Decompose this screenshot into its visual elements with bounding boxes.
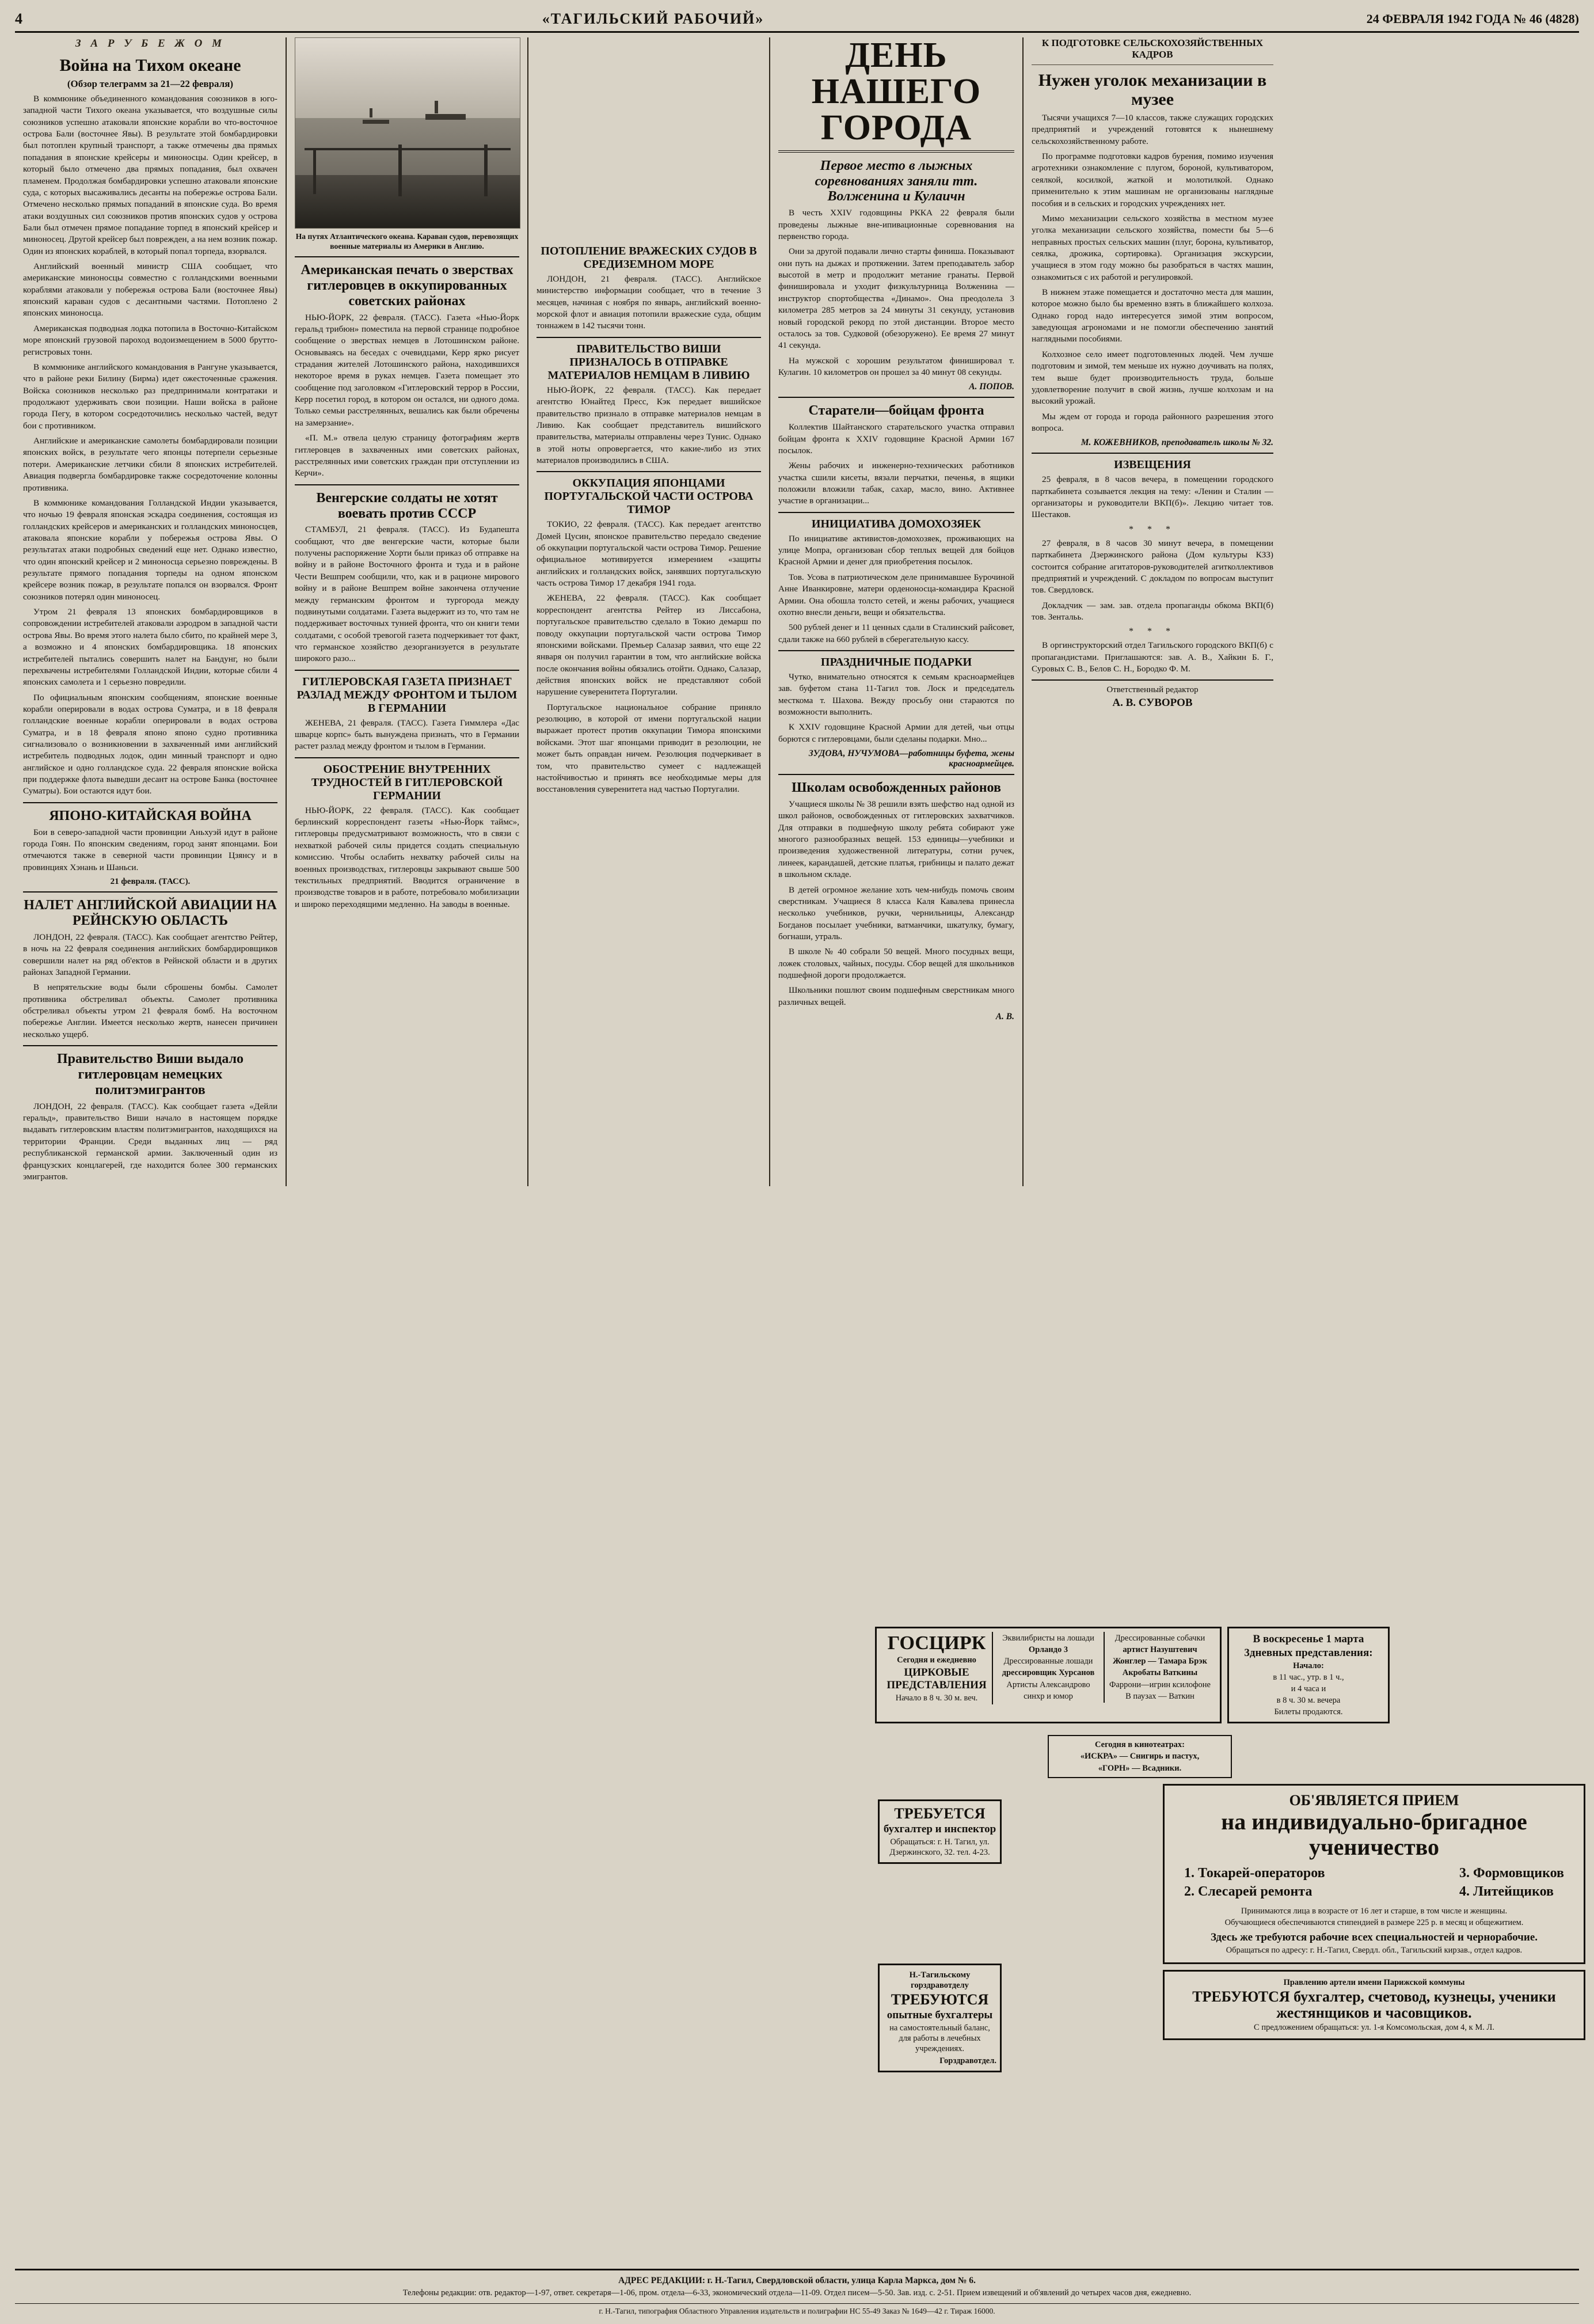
ad-cinema-item: «ГОРН» — Всадники. xyxy=(1098,1763,1182,1773)
notice-item: 25 февраля, в 8 часов вечера, в помещении городского парткабинета созывается лекция на тему: «Ленин и Сталин — организаторы и руководители ВКП(б)». Лекцию читает тов. Шестаков. xyxy=(1032,474,1273,520)
article-title-hitler-paper-rift: ГИТЛЕРОВСКАЯ ГАЗЕТА ПРИЗНАЕТ РАЗЛАД МЕЖДУ ФРОНТОМ И ТЫЛОМ В ГЕРМАНИИ xyxy=(296,675,518,715)
paragraph: Английский военный министр США сообщает, что американские миноносцы совместно с голландскими военными кораблями атаковали у побережья острова Бали (восточнее Явы) японский караван судов с десантными частями. Потоплено 2 японских миноносца. xyxy=(23,261,277,318)
photo-railing-post xyxy=(484,145,488,196)
paragraph: ЛОНДОН, 22 февраля. (ТАСС). Как сообщает агентство Рейтер, в ночь на 22 февраля соединения английских бомбардировщиков совершили налет на ряд об'ектов в Рейнской области и в других районах Западной Германии. xyxy=(23,932,277,977)
paragraph: В коммюнике командования Голландской Индии указывается, что ночью 19 февраля японская эскадра соединения, состоящая из голландских крейсеров и американских и голландских миноносцев, атаковала японские корабли у побережья острова Явы. О результатах атаки подробных сведений еще нет. Однако известно, что один японский крейсер и 2 миноносца серьезно повреждены. В результате прямого попадания торпеды на одном японском крейсере возник пожар, в результате попался он взорвался. Фронт союзников потерял один миноносец. xyxy=(23,498,277,602)
paragraph: ТОКИО, 22 февраля. (ТАСС). Как передает агентство Домей Цусин, японское правительство передало сведение об оккупации португальской части острова Тимор. Решение официальное мотивируется измерением «защиты английских и голландских войск, занявших португальскую часть острова Тимор 17 декабря 1941 года. xyxy=(537,519,761,588)
paragraph: СТАМБУЛ, 21 февраля. (ТАСС). Из Будапешта сообщают, что две венгерские части, которые были получены распоряжение Хорти были приказ об отправке на войну и в районе Восточного фронта и туда и в районе Чести Вешпрем сообщили, что, как и в рационе мирового войну и в районе Вешпрем войне закончена отлучение между германским фронтом и тургорода между подвинутыми солдатами. Газета выдержит из то, что там не поддерживает восточных тунией фронта, что он книги теми солдатами, с особой тревогой газета подчеркивает тот факт, что германское хозяйство дезорганизуется в результате широкого разо... xyxy=(295,525,519,664)
photo-caption: На путях Атлантического океана. Караван судов, перевозящих военные материалы из Америки в Англию. xyxy=(295,232,519,250)
divider-stars: * * * xyxy=(1129,626,1176,637)
ad-bookkeeper-title: ТРЕБУЕТСЯ xyxy=(894,1805,986,1822)
paragraph: На мужской с хорошим результатом финишировал т. Кулагин. 10 километров он прошел за 40 минут 08 секунды. xyxy=(778,355,1014,377)
ad-theatre-line: и 4 часа и xyxy=(1291,1684,1326,1693)
ad-cinema[interactable] xyxy=(1048,1735,1232,1778)
paragraph: ЛОНДОН, 21 февраля. (ТАСС). Английское министерство информации сообщает, что в течение 3 месяцев, начиная с ноября по январь, английский военно-морской флот и авиация потопили вражеские суда, общим тоннажем в 142 тысячи тонн. xyxy=(537,274,761,331)
divider-stars: * * * xyxy=(1129,524,1176,534)
ad-act: Эквилибристы на лошади xyxy=(1002,1634,1094,1643)
column-1 xyxy=(15,37,286,1186)
ad-theatre-line: Начало: xyxy=(1293,1661,1324,1670)
ad-apprenticeship-line1: ОБ'ЯВЛЯЕТСЯ ПРИЕМ xyxy=(1289,1791,1459,1809)
ad-theatre-line: 3дневных представления: xyxy=(1244,1646,1373,1659)
column-5 xyxy=(1022,37,1281,1186)
paragraph: Чутко, внимательно относятся к семьям красноармейцев зав. буфетом стана 11-Тагил тов. Лоск и председатель месткома т. Шахова. Вежду просьбу они стараются по возможности выполнить. xyxy=(778,671,1014,717)
ad-bookkeeper-wanted[interactable] xyxy=(878,1794,1002,1870)
article-title-timor-occupation: ОККУПАЦИЯ ЯПОНЦАМИ ПОРТУГАЛЬСКОЙ ЧАСТИ ОСТРОВА ТИМОР xyxy=(544,477,754,517)
article-title-schools-liberated: Школам освобожденных районов xyxy=(792,780,1001,796)
ad-apprenticeship[interactable] xyxy=(1163,1784,1585,1964)
article-title-hungarian-soldiers: Венгерские солдаты не хотят воевать против СССР xyxy=(316,490,498,521)
photo-railing-post xyxy=(313,148,316,194)
column-3 xyxy=(527,37,769,1186)
paper-title: «ТАГИЛЬСКИЙ РАБОЧИЙ» xyxy=(542,10,764,27)
paragraph: В коммюнике английского командования в Рангуне указывается, что в районе реки Билину (Бирма) идет ожесточенные сражения. Войска союзников несколько раз предпринимали контратаки и продолжают удерживать свои позиции. Наши войска в районе города Пегу, в котором сосредоточились несколько частей, ведут бои с противником. xyxy=(23,362,277,431)
ad-artel-title: ТРЕБУЮТСЯ бухгалтер, счетовод, кузнецы, ученики жестянщиков и часовщиков. xyxy=(1192,1988,1556,2021)
notice-item: В оргинструкторский отдел Тагильского городского ВКП(б) с пропагандистами. Приглашаются: зав. А. В., Хайкин Б. Г., Суровых С. В., Белов С. Н., Бородко Ф. М. xyxy=(1032,640,1273,674)
article-title-mediterranean-sinkings: ПОТОПЛЕНИЕ ВРАЖЕСКИХ СУДОВ В СРЕДИЗЕМНОМ МОРЕ xyxy=(541,245,757,271)
paragraph: Учащиеся школы № 38 решили взять шефство над одной из школ районов, освобожденных от гитлеровских захватчиков. Для отправки в подшефную школу ребята собирают уже многого разнообразных вещей. 153 единицы—учебники и произведения художественной литературы, сотни ручек, линеек, карандашей, детские платья, грибницы и палато дежат в школьном складе. xyxy=(778,799,1014,880)
photo-ship-distant xyxy=(363,120,389,124)
ad-theatre-line: в 8 ч. 30 м. вечера xyxy=(1276,1696,1341,1706)
ad-goscirk-start-time: Начало в 8 ч. 30 м. веч. xyxy=(895,1693,978,1703)
paragraph: Коллектив Шайтанского старательского участка отправил бойцам фронта к XXIV годовщине Красной Армии 167 посылок. xyxy=(778,422,1014,455)
editor-label: Ответственный редактор xyxy=(1106,685,1199,695)
ad-act: Артисты Александрово xyxy=(1006,1680,1090,1689)
paragraph: Тысячи учащихся 7—10 классов, также служащих городских предприятий и учреждений готовятся к нынешнему сельскохозяйственному работе. xyxy=(1032,113,1273,146)
paragraph: По программе подготовки кадров бурения, помимо изучения агротехники ознакомление с плугом, бороной, культиватором, сеялкой, косилкой, жаткой и молотилкой. Однако применительно к этим машинам не организованы наглядные пособия и в сельских и городских учреждениях нет. xyxy=(1032,151,1273,208)
column-2 xyxy=(286,37,527,1186)
footer-imprint: г. Н.-Тагил, типография Областного Управления издательств и полиграфии НС 55-49 Заказ № 1649—42 г. Тираж 16000. xyxy=(15,2303,1579,2316)
ad-act: Дрессированные лошади xyxy=(1003,1657,1093,1666)
footer-address: г. Н.-Тагил, Свердловской области, улица Карла Маркса, дом № 6. xyxy=(707,2275,976,2285)
ad-goscirk-line2: ЦИРКОВЫЕ ПРЕДСТАВЛЕНИЯ xyxy=(887,1666,987,1691)
paragraph: Португальское национальное собрание приняло резолюцию, в которой от имени португальской нации выражает протест против оккупации Тимора японскими войсками. Этот шаг японцами приводит в резолюции, не может быть оправдан ничем. Резолюция подчеркивает в том, что правительство сумеет с надлежащей настойчивостью и принять все необходимые меры для восстановления суверенитета над частью Португалии. xyxy=(537,702,761,795)
article-title-pacific-war: Война на Тихом океане xyxy=(59,56,241,75)
photo-sky xyxy=(295,38,520,118)
photo-railing xyxy=(305,148,511,150)
notices-title: ИЗВЕЩЕНИЯ xyxy=(1114,458,1191,472)
ad-act: Жонглер — Тамара Брэк xyxy=(1113,1657,1207,1666)
ad-artel-org: Правлению артели имени Парижской коммуны xyxy=(1283,1977,1465,1987)
article-signature: М. КОЖЕВНИКОВ, преподаватель школы № 32. xyxy=(1081,438,1273,448)
article-title-prospectors-to-front: Старатели—бойцам фронта xyxy=(808,403,984,419)
section-header-agri-cadres: К ПОДГОТОВКЕ СЕЛЬСКОХОЗЯЙСТВЕННЫХ КАДРОВ xyxy=(1041,37,1264,60)
ad-theatre-line: В воскресенье 1 марта xyxy=(1253,1633,1364,1645)
ad-bookkeepers-health[interactable] xyxy=(878,1958,1002,2078)
issue-date: 24 ФЕВРАЛЯ 1942 ГОДА № 46 (4828) xyxy=(1366,12,1579,26)
section-label-abroad: З А Р У Б Е Ж О М xyxy=(75,37,225,50)
photo-railing-post xyxy=(398,145,402,196)
paragraph: Тов. Усова в патриотическом деле принимавшее Бурочиной Анне Иванкировне, матери орденоносца-командира Красной Армии. Она обошла толсто сетей, и жены рабочих, учащиеся охотно внесли деньги, вещи и обязательства. xyxy=(778,572,1014,617)
paragraph: По инициативе активистов-домохозяек, проживающих на улице Мопра, организован сбор теплых вещей для бойцов Красной Армии и денег для приобретения посылок. xyxy=(778,533,1014,567)
dateline: 21 февраля. (ТАСС). xyxy=(110,877,191,887)
notice-item: 27 февраля, в 8 часов 30 минут вечера, в помещении парткабинета Дзержинского района (Дом культуры КЗЗ) состоится собрание агитаторов-руководителей агитколлективов предприятий и учреждений. С докладом по вопросам выступит тов. Свердловск. xyxy=(1032,538,1273,595)
ad-health-subtitle: опытные бухгалтеры xyxy=(887,2009,993,2022)
ad-theatre-times[interactable] xyxy=(1227,1627,1390,1723)
ad-artel-note: С предложением обращаться: ул. 1-я Комсомольская, дом 4, к М. Л. xyxy=(1254,2023,1494,2033)
editor-name: А. В. СУВОРОВ xyxy=(1112,697,1193,709)
article-title-raid-rhine: НАЛЕТ АНГЛИЙСКОЙ АВИАЦИИ НА РЕЙНСКУЮ ОБЛАСТЬ xyxy=(24,898,277,929)
ad-act: Орландо 3 xyxy=(1028,1645,1068,1655)
ad-cinema-title: Сегодня в кинотеатрах: xyxy=(1094,1740,1185,1750)
article-signature: ЗУДОВА, НУЧУМОВА—работницы буфета, жены красноармейцев. xyxy=(808,749,1014,769)
paragraph: В честь XXIV годовщины РККА 22 февраля были проведены лыжные вне-ипивационные соревнования на первенство города. xyxy=(778,208,1014,242)
photo-ship-mast xyxy=(435,101,438,113)
ad-apprenticeship-item: 2. Слесарей ремонта xyxy=(1184,1884,1313,1900)
paragraph: 500 рублей денег и 11 ценных сдали в Сталинский райсовет, сдали также на 660 рублей в сберегательную кассу. xyxy=(778,622,1014,644)
ad-theatre-line: Билеты продаются. xyxy=(1274,1707,1343,1717)
paragraph: Утром 21 февраля 13 японских бомбардировщиков в сопровождении истребителей атаковали аэродром в западной части острова Явы. Во время этого налета было сбито, по крайней мере 3, а возможно и 4 японских бомбардировщика. 18 японских истребителей пытались совершить налет на Бандунг, но были перехвачены истребителями Голландской Индии, которые сбили 4 японских самолета и 1 серьезно повредили. xyxy=(23,607,277,688)
ad-health-org: Н.-Тагильскому горздравотделу xyxy=(909,1970,971,1991)
ad-health-body: на самостоятельный баланс, для работы в лечебных учреждениях. xyxy=(889,2023,990,2054)
photo-ship-distant-mast xyxy=(370,108,372,117)
ad-apprenticeship-note: Здесь же требуются рабочие всех специальностей и чернорабочие. xyxy=(1211,1931,1538,1943)
page-number: 4 xyxy=(15,10,22,27)
paragraph: «П. М.» отвела целую страницу фотографиям жертв гитлеровцев в захваченных ими советских районах, расстрелянных ими советских граждан при отступлении из Керчи». xyxy=(295,433,519,479)
ad-apprenticeship-item: 4. Литейщиков xyxy=(1459,1884,1554,1900)
ad-goscirk-line1: Сегодня и ежедневно xyxy=(897,1655,976,1665)
ad-bookkeeper-body: Обращаться: г. Н. Тагил, ул. Дзержинского, 32. тел. 4-23. xyxy=(889,1837,990,1858)
ad-act: Фаррони—игрин ксилофоне xyxy=(1109,1680,1211,1689)
ad-artel[interactable] xyxy=(1163,1970,1585,2040)
section-title-our-city: ДЕНЬ НАШЕГО ГОРОДА xyxy=(811,36,981,148)
ad-bookkeeper-subtitle: бухгалтер и инспектор xyxy=(883,1823,996,1836)
article-title-vichy-libya: ПРАВИТЕЛЬСТВО ВИШИ ПРИЗНАЛОСЬ В ОТПРАВКЕ МАТЕРИАЛОВ НЕМЦАМ В ЛИВИЮ xyxy=(547,342,750,382)
ad-apprenticeship-line2: на индивидуально-бригадное xyxy=(1221,1808,1527,1835)
paragraph: ЛОНДОН, 22 февраля. (ТАСС). Как сообщает газета «Дейли геральд», правительство Виши начало в настоящем порядке выдавать гитлеровским властям политэмигрантов, находящихся на территории Франции. Среди выданных лиц — ряд республиканской германской армии. Заключенный один из французских концлагерей, где находится более 300 германских эмигрантов. xyxy=(23,1101,277,1182)
paragraph: В детей огромное желание хоть чем-нибудь помочь своим сверстникам. Учащиеся 8 класса Каля Кавалева принесла несколько учебников, ручки, чернильницы, Александр Богданов посылает учебники, ватманчики, шкатулку, бумагу, богнаши, утраль. xyxy=(778,884,1014,941)
ads-row-top xyxy=(875,1621,1574,1729)
ad-theatre-line: в 11 час., утр. в 1 ч., xyxy=(1273,1672,1344,1682)
paragraph: К XXIV годовщине Красной Армии для детей, чьи отцы борются с гитлеровцами, были сделаны подарки. Мно... xyxy=(778,722,1014,744)
article-title-internal-difficulties: ОБОСТРЕНИЕ ВНУТРЕННИХ ТРУДНОСТЕЙ В ГИТЛЕРОВСКОЙ ГЕРМАНИИ xyxy=(311,762,503,802)
ad-goscirk-title: ГОСЦИРК xyxy=(887,1632,986,1654)
paragraph: НЬЮ-ЙОРК, 22 февраля. (ТАСС). Как сообщает берлинский корреспондент газеты «Нью-Йорк таймс», гитлеровцы предусматривают возможность, что в связи с нехваткой рабочей силы придется создать специальную комиссию. Чтобы ослабить нехватку рабочей силы на военных производствах, гитлеровцы закрывают свыше 500 текстильных предприятий. Вводится ограничение в производстве товаров и в работе, потребовало мобилизации и широко переходящими медленно. На заводы в военные. xyxy=(295,805,519,909)
paragraph: Американская подводная лодка потопила в Восточно-Китайском море японский грузовой пароход водоизмещением в 5000 брутто-регистровых тонн. xyxy=(23,323,277,357)
ad-health-title: ТРЕБУЮТСЯ xyxy=(891,1991,989,2008)
masthead xyxy=(15,10,1579,33)
paragraph: В непрятельские воды были сброшены бомбы. Самолет противника обстреливал объекты. Самолет противника обстреливал объекты утром 21 февраля бомб. На восточном побережье Англии. Имеется несколько жертв, нанесен причинен несколько ущерб. xyxy=(23,982,277,1039)
ad-act: Дрессированные собачки xyxy=(1114,1634,1205,1643)
ad-goscirk[interactable] xyxy=(875,1627,1222,1723)
article-title-vichy-emigrants: Правительство Виши выдало гитлеровцам немецких политэмигрантов xyxy=(56,1051,244,1098)
paragraph: По официальным японским сообщениям, японские военные корабли оперировали в водах острова Суматра, и в 18 февраля голландские военные корабли оперировали в водах острова Суматра, и в 18 февраля японо японо судно противника сигнализовало о возникновении в захваченный ими английский истребитель подводных лодок, один минный транспорт и одно английское и одно голландское суда. 22 февраля японские войска при поддержке флота выведши десант на острове Банка (восточнее Суматры). Бои остаются идут бои. xyxy=(23,692,277,796)
paragraph: ЖЕНЕВА, 22 февраля. (ТАСС). Как сообщает корреспондент агентства Рейтер из Лиссабона, португальское правительство сделало в Токио демарш по поводу оккупации португальской части острова Тимор японскими войсками. Премьер Салазар заявил, что еще 22 января он получил гарантии в том, что английские войска после окончания войны обязались отойти. Однако, Салазар, действия японских войск не представляют собой нарушение суверенитета Португалии. xyxy=(537,593,761,697)
ad-act: артист Назуштевич xyxy=(1123,1645,1197,1655)
ad-act: В паузах — Ваткин xyxy=(1125,1691,1194,1701)
paragraph: Мимо механизации сельского хозяйства в местном музее уголка механизации сельского хозяйства, помести бы 5—6 неправных простых сельских машин (плуг, борона, культиватор, сеялка, дрожика, сортировка). Организация экскурсии, учащиеся в этом году можно бы разобраться в частях машин, ознакомиться с их работой и регулировкой. xyxy=(1032,213,1273,282)
ad-cinema-item: «ИСКРА» — Снигирь и пастух, xyxy=(1080,1752,1200,1761)
paragraph: Школьники пошлют своим подшефным сверстникам много различных вещей. xyxy=(778,985,1014,1007)
ad-apprenticeship-item: 3. Формовщиков xyxy=(1459,1865,1564,1881)
article-title-ski-competition: Первое место в лыжных соревнованиях заняли тт. Волженина и Кулаичн xyxy=(815,158,978,204)
paragraph: Бои в северо-западной части провинции Аньхуэй идут в районе города Гоян. По японским сведениям, город занят японцами. Бои отмечаются также в северной части провинции Цзянсу и в провинциях Хэнань и Шаньси. xyxy=(23,827,277,872)
paragraph: В коммюнике объединенного командования союзников в юго-западной части Тихого океана указывается, что воздушные силы союзников успешно атаковали японские корабли во что-восточное острова Бали (восточнее Явы). В результате этой бомбардировки был потоплен крупный транспорт, а также отмечены два прямых попадания в японские крейсеры и миноносцы. Один крейсер, в который было отмечено два прямых попадания, был охвачен пламенем. Продолжая бомбардировки успешно атаковали японские суда, с которых высаживались десанты на побережье острова Бали. Отмечено несколько прямых попаданий в японские суда. Во время атаки воздушных сил союзников против японских судов у острова Бали был отмечен прямое попадание торпед в японский крейсер и миноносец. Другой крейсер был поврежден, а на нем возник пожар. Один из японских кораблей, в который попал торпеда, взорвался. xyxy=(23,94,277,256)
notice-item: Докладчик — зам. зав. отдела пропаганды обкома ВКП(б) тов. Зентальь. xyxy=(1032,600,1273,622)
article-signature: А. ПОПОВ. xyxy=(969,382,1014,392)
paragraph: НЬЮ-ЙОРК, 22 февраля. (ТАСС). Газета «Нью-Йорк геральд трибюн» поместила на первой странице подробное сообщение о зверствах немцев в Лотошинском районе. Основываясь на беседах с очевидцами, Керр ярко рисует страдания жителей Лотошинского района, находившихся некоторое время в руках немцев. Газета помещает это сообщение под заголовком «Гитлеровский террор в России, Керр посетил город, в котором он остался, ни одного дома. Только семьи расстрелянных, вешались как были обречены на замерзание». xyxy=(295,312,519,428)
photo-atlantic-convoy xyxy=(295,37,520,229)
paragraph: Колхозное село имеет подготовленных людей. Чем лучше подготовим и зимой, тем меньше их нужно доучивать на полях, тем выше будет производительность труда, больше удовлетворение получит в свой жизнь, лучше колхозам и на высокий урожай. xyxy=(1032,349,1273,407)
article-title-museum-corner: Нужен уголок механизации в музее xyxy=(1038,71,1267,109)
ad-apprenticeship-item: 1. Токарей-операторов xyxy=(1184,1865,1325,1881)
paragraph: НЬЮ-ЙОРК, 22 февраля. (ТАСС). Как передает агентство Юнайтед Пресс, Кэк передает вишийское правительство признало в отправке материалов немцам в Ливию. Как сообщает представитель вишийского правительства, материалы отправлены через Тунис. Однако в этой ноты опровергается, что какие-либо из этих материалов производились в США. xyxy=(537,385,761,465)
footer-phones: Телефоны редакции: отв. редактор—1-97, ответ. секретаря—1-06, пром. отдела—6-33, экономический отдела—11-09. Отдел писем—5-50. Зав. изд. с. 2-51. Прием извещений и об'явлений до четырех часов дня, ежедневно. xyxy=(402,2288,1192,2298)
ad-apprenticeship-line3: ученичество xyxy=(1309,1833,1439,1860)
page-footer xyxy=(15,2265,1579,2317)
article-title-holiday-gifts: ПРАЗДНИЧНЫЕ ПОДАРКИ xyxy=(820,655,972,669)
article-title-japan-china-war: ЯПОНО-КИТАЙСКАЯ ВОЙНА xyxy=(49,808,252,823)
article-title-us-press-atrocities: Американская печать о зверствах гитлеровцев в оккупированных советских районах xyxy=(300,262,513,309)
paragraph: Английские и американские самолеты бомбардировали позиции японских войск, в результате чего японцы потерпели серьезные потери. Американские летчики сбили 8 японских истребителей. Авиация подвергла бомбардировке также сосредоточение колонны противника. xyxy=(23,436,277,493)
page-columns xyxy=(15,37,1579,1186)
ad-apprenticeship-note: Обучающиеся обеспечиваются стипендией в размере 225 р. в месяц и общежитием. xyxy=(1224,1917,1524,1927)
photo-ship-hull xyxy=(425,114,466,120)
ad-act: Акробаты Ваткины xyxy=(1122,1668,1198,1678)
paragraph: Они за другой подавали лично старты финиша. Показывают они путь на дыжах и протяжении. Затем преподаватель забор высотой в метр и продолжит метание гранаты. Первой финишировала и уходит физкультурница Волженина — инструктор спортобщества «Динамо». Она преодолела 3 километра 285 метров за 24 минуты 31 секунду, установив новый городской рекорд по этой дистанции. Второе место осталось за тов. Судковой (обезоружено). Ее время 27 минут 41 секунда. xyxy=(778,246,1014,351)
column-4 xyxy=(769,37,1022,1186)
article-title-housewives-initiative: ИНИЦИАТИВА ДОМОХОЗЯЕК xyxy=(811,517,981,530)
paragraph: Жены рабочих и инженерно-технических работников участка сшили кисеты, вязали перчатки, печенья, в ящики положили вложили табак, сахар, масло, вино. Активнее участие в организации... xyxy=(778,461,1014,506)
paragraph: В нижнем этаже помещается и достаточно места для машин, которое можно было бы временно взять в ближайшего колхоза. Однако город надо интересуется зимой этим вопросом, заведующая агрономами и не помогли обеспечению занятий наглядными пособиями. xyxy=(1032,287,1273,344)
paragraph: ЖЕНЕВА, 21 февраля. (ТАСС). Газета Гиммлера «Дас шварце корпс» быть вынуждена признать, что в Германии растет разлад между фронтом и тылом в Германии. xyxy=(295,717,519,751)
ad-act: синхр и юмор xyxy=(1024,1691,1073,1701)
article-subtitle-pacific-war: (Обзор телеграмм за 21—22 февраля) xyxy=(67,78,234,89)
ad-apprenticeship-note: Обращаться по адресу: г. Н.-Тагил, Свердл. обл., Тагильский кирзав., отдел кадров. xyxy=(1226,1945,1523,1955)
footer-address-label: АДРЕС РЕДАКЦИИ: xyxy=(618,2275,706,2285)
ad-health-tail: Горздравотдел. xyxy=(939,2056,996,2065)
paragraph: Мы ждем от города и города районного разрешения этого вопроса. xyxy=(1032,411,1273,433)
paragraph: В школе № 40 собрали 50 вещей. Много посудных вещи, ложек столовых, чайных, посуды. Сбор вещей для школьников подшефной дороги продолжается. xyxy=(778,947,1014,981)
ad-apprenticeship-note: Принимаются лица в возрасте от 16 лет и старше, в том числе и женщины. xyxy=(1241,1906,1508,1916)
ad-act: дрессировщик Хурсанов xyxy=(1002,1668,1095,1678)
article-signature: А. В. xyxy=(995,1012,1014,1022)
